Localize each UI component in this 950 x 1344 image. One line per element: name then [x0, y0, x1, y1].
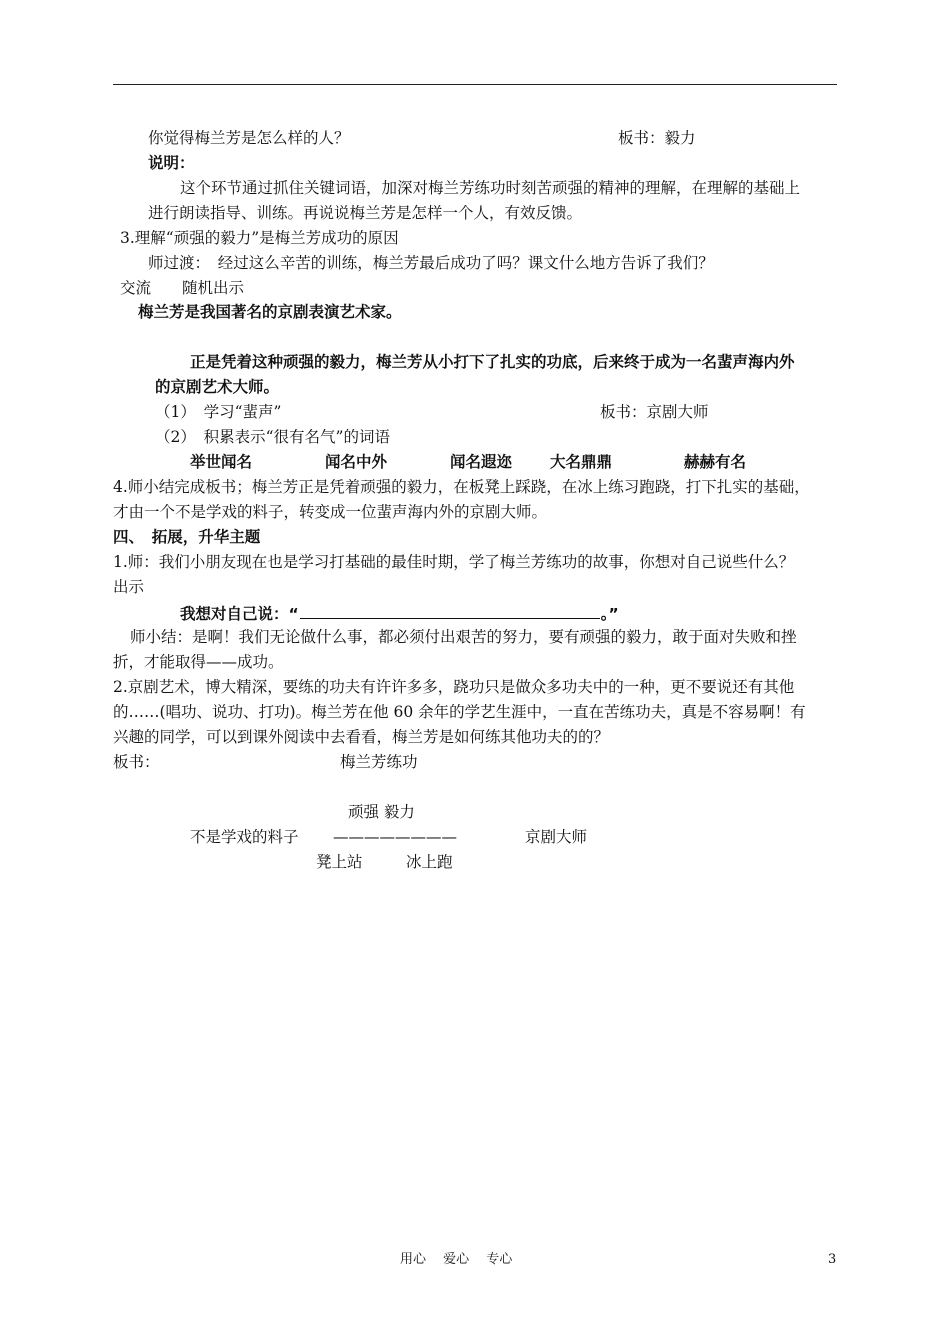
extension-1-line-a: 1.师：我们小朋友现在也是学习打基础的最佳时期，学了梅兰芳练功的故事，你想对自己说些什么？ [113, 553, 795, 571]
item-4-line-b: 才由一个不是学戏的料子，转变成一位蜚声海内外的京剧大师。 [113, 503, 548, 521]
board-left: 不是学戏的料子 [190, 828, 299, 846]
fill-in-blank[interactable] [300, 602, 600, 619]
exchange-line: 交流 随机出示 [120, 279, 245, 297]
word-1: 举世闻名 [190, 453, 253, 471]
board-bottom-1: 凳上站 [316, 853, 363, 871]
board-note-yili: 板书：毅力 [618, 129, 696, 147]
extension-2-line-c: 兴趣的同学，可以到课外阅读中去看看，梅兰芳是如何练其他功夫的的？ [113, 728, 610, 746]
footer-motto: 用心 爱心 专心 [400, 1252, 513, 1267]
bold-statement-2a: 正是凭着这种顽强的毅力，梅兰芳从小打下了扎实的功底，后来终于成为一名蜚声海内外 [190, 353, 795, 371]
word-5: 赫赫有名 [684, 453, 747, 471]
extension-2-line-b: 的……(唱功、说功、打功)。梅兰芳在他 60 余年的学艺生涯中，一直在苦练功夫，真是不容易啊！有 [113, 703, 806, 721]
summary-line-b: 折，才能取得——成功。 [113, 653, 284, 671]
explanation-heading: 说明： [148, 154, 195, 172]
question-line: 你觉得梅兰芳是怎么样的人？ [148, 129, 350, 147]
extension-1-line-b: 出示 [113, 578, 145, 596]
board-middle: 顽强 毅力 [348, 803, 415, 821]
bold-statement-2b: 的京剧艺术大师。 [155, 378, 280, 396]
self-talk-suffix: 。” [600, 605, 619, 623]
explanation-line-2: 进行朗读指导、训练。再说说梅兰芳是怎样一个人，有效反馈。 [148, 204, 583, 222]
board-bottom-2: 冰上跑 [406, 853, 453, 871]
sub-item-1: （1） 学习“蜚声” [155, 403, 282, 421]
board-note-master: 板书：京剧大师 [600, 403, 709, 421]
word-3: 闻名遐迩 [450, 453, 513, 471]
item-4-line-a: 4.师小结完成板书；梅兰芳正是凭着顽强的毅力，在板凳上踩跷，在冰上练习跑跷，打下扎实的基础， [113, 478, 810, 496]
extension-2-line-a: 2.京剧艺术，博大精深，要练的功夫有许许多多，跷功只是做众多功夫中的一种，更不要说还有其他 [113, 678, 795, 696]
page-number: 3 [828, 1252, 837, 1267]
teacher-transition: 师过渡： 经过这么辛苦的训练，梅兰芳最后成功了吗？课文什么地方告诉了我们？ [148, 254, 714, 272]
word-4: 大名鼎鼎 [550, 453, 613, 471]
board-dash: ———————— [333, 828, 457, 846]
board-right: 京剧大师 [525, 828, 588, 846]
summary-line-a: 师小结：是啊！我们无论做什么事，都必须付出艰苦的努力，要有顽强的毅力，敢于面对失败和挫 [130, 628, 797, 646]
sub-item-2: （2） 积累表示“很有名气”的词语 [155, 428, 390, 446]
self-talk-prefix: 我想对自己说：“ [180, 605, 299, 623]
word-2: 闻名中外 [325, 453, 388, 471]
section-4-heading: 四、 拓展，升华主题 [113, 528, 261, 546]
item-3-heading: 3.理解“顽强的毅力”是梅兰芳成功的原因 [120, 229, 399, 247]
board-title: 梅兰芳练功 [340, 753, 418, 771]
self-talk-line [180, 602, 619, 624]
header-rule [113, 84, 837, 85]
explanation-line-1: 这个环节通过抓住关键词语，加深对梅兰芳练功时刻苦顽强的精神的理解，在理解的基础上 [180, 179, 801, 197]
bold-statement-1: 梅兰芳是我国著名的京剧表演艺术家。 [138, 303, 402, 321]
board-label: 板书： [113, 753, 160, 771]
